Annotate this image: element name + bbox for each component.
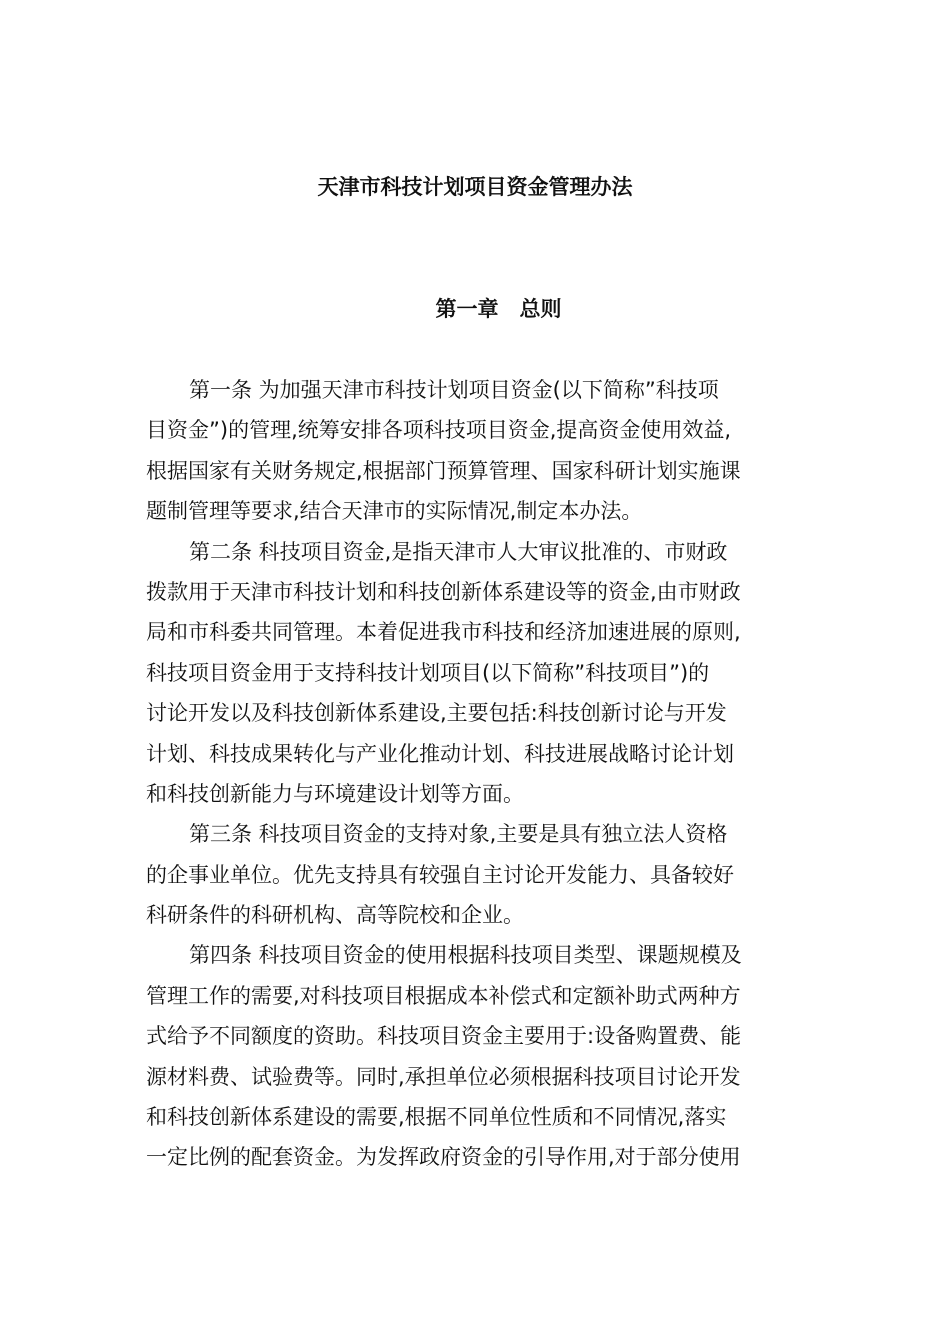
paragraph-line: 式给予不同额度的资助。科技项目资金主要用于:设备购置费、能 <box>146 1024 742 1049</box>
paragraph-line: 第二条 科技项目资金,是指天津市人大审议批准的、市财政 <box>189 539 728 564</box>
paragraph-line: 计划、科技成果转化与产业化推动计划、科技进展战略讨论计划 <box>146 741 734 766</box>
paragraph-line: 的企事业单位。优先支持具有较强自主讨论开发能力、具备较好 <box>146 862 734 887</box>
paragraph-line: 第一条 为加强天津市科技计划项目资金(以下简称”科技项 <box>189 378 719 402</box>
paragraph-line: 科研条件的科研机构、高等院校和企业。 <box>146 903 524 928</box>
chapter-heading: 第一章 总则 <box>435 297 562 321</box>
paragraph-line: 源材料费、试验费等。同时,承担单位必须根据科技项目讨论开发 <box>146 1064 741 1089</box>
paragraph-line: 根据国家有关财务规定,根据部门预算管理、国家科研计划实施课 <box>146 458 741 483</box>
paragraph-line: 一定比例的配套资金。为发挥政府资金的引导作用,对于部分使用 <box>146 1145 741 1170</box>
paragraph-line: 目资金”)的管理,统筹安排各项科技项目资金,提高资金使用效益, <box>146 418 732 443</box>
paragraph-line: 管理工作的需要,对科技项目根据成本补偿式和定额补助式两种方 <box>146 983 741 1008</box>
paragraph-line: 局和市科委共同管理。本着促进我市科技和经济加速进展的原则, <box>146 620 741 645</box>
paragraph-line: 第四条 科技项目资金的使用根据科技项目类型、课题规模及 <box>189 943 742 968</box>
document-title: 天津市科技计划项目资金管理办法 <box>317 175 633 199</box>
paragraph-line: 拨款用于天津市科技计划和科技创新体系建设等的资金,由市财政 <box>146 579 741 604</box>
document-body <box>146 370 816 1178</box>
paragraph-line: 科技项目资金用于支持科技计划项目(以下简称”科技项目”)的 <box>146 660 710 685</box>
paragraph-line: 和科技创新能力与环境建设计划等方面。 <box>146 781 524 806</box>
paragraph-line: 和科技创新体系建设的需要,根据不同单位性质和不同情况,落实 <box>146 1105 727 1130</box>
paragraph-line: 题制管理等要求,结合天津市的实际情况,制定本办法。 <box>146 499 643 524</box>
paragraph-line: 第三条 科技项目资金的支持对象,主要是具有独立法人资格 <box>189 822 728 847</box>
paragraph-line: 讨论开发以及科技创新体系建设,主要包括:科技创新讨论与开发 <box>146 701 727 726</box>
